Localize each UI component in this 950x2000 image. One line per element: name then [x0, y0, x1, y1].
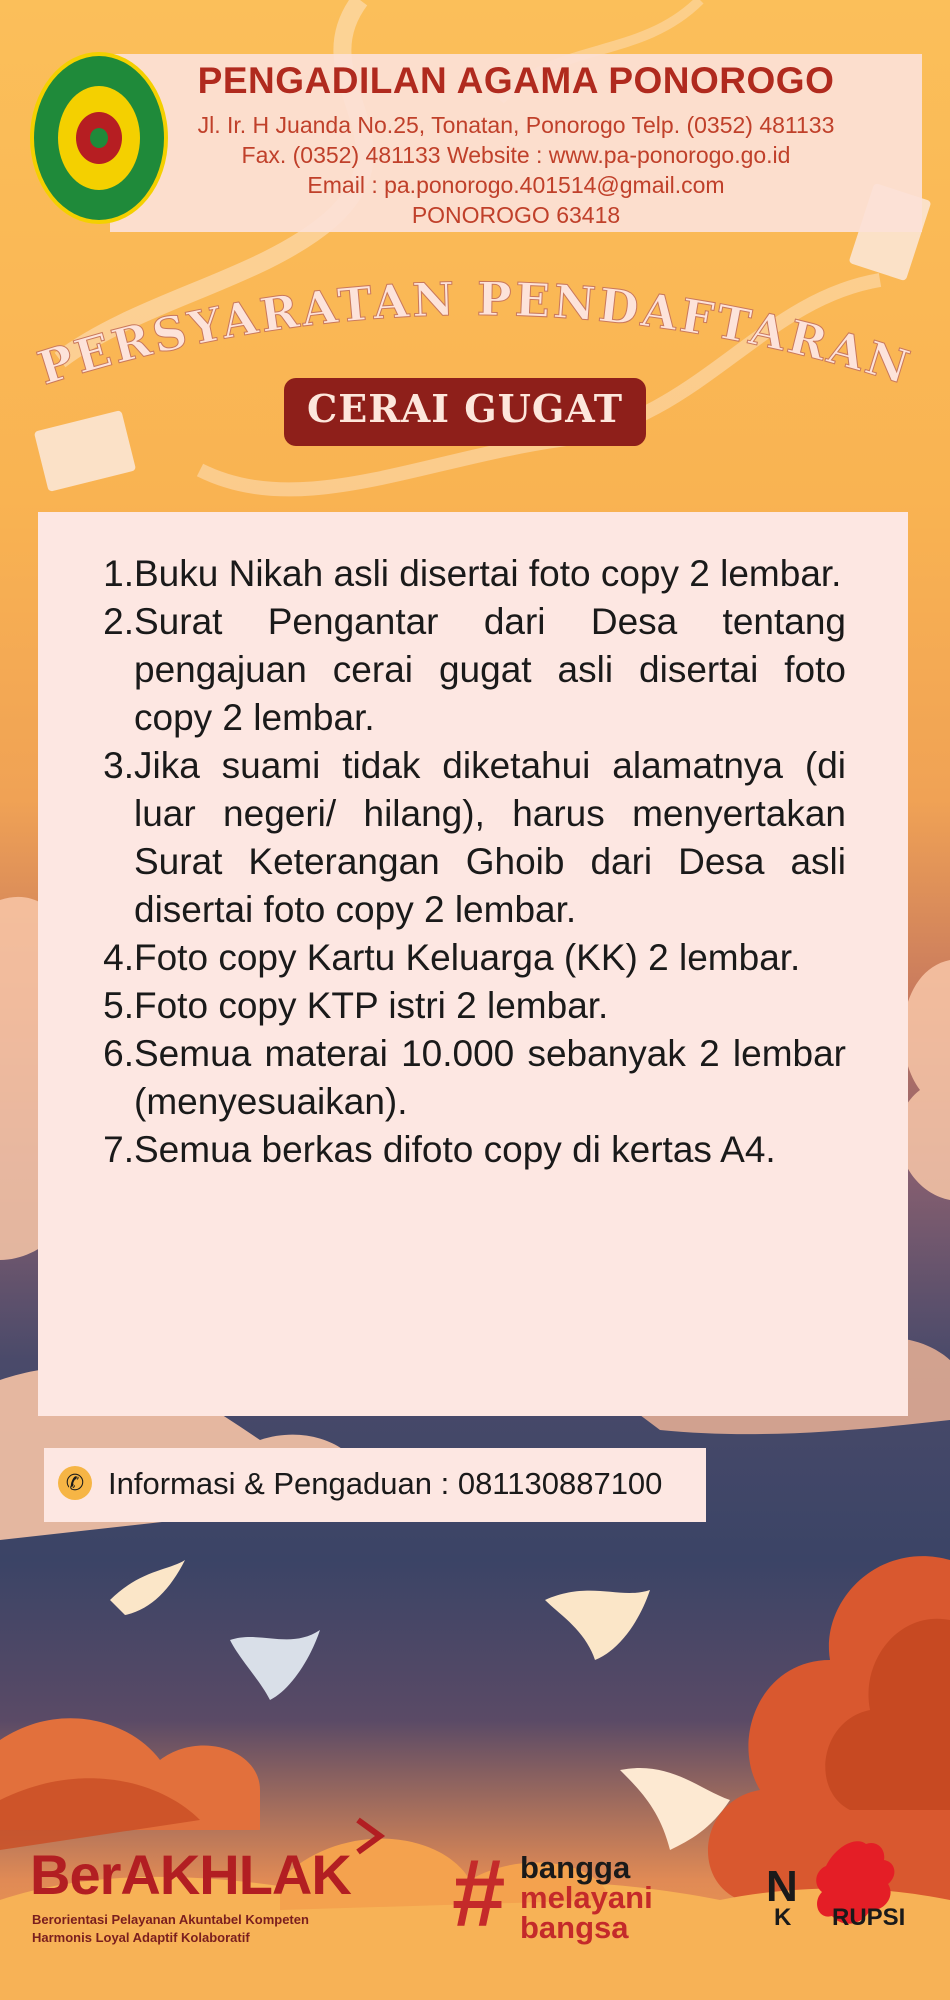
- list-item: 6. Semua materai 10.000 sebanyak 2 lembar (menyesuaikan).: [103, 1033, 846, 1122]
- bangga-hash: #: [452, 1840, 506, 1947]
- bangga-line-3: bangsa: [520, 1910, 629, 1945]
- fax-website-line: Fax. (0352) 481133 Website : www.pa-ponorogo.go.id: [241, 142, 791, 168]
- berakhlak-tagline-2: Harmonis Loyal Adaptif Kolaboratif: [32, 1930, 250, 1945]
- nokorupsi-n: N: [766, 1862, 798, 1911]
- bangga-line-2: melayani: [520, 1880, 653, 1915]
- postal-line: PONOROGO 63418: [411, 202, 621, 228]
- list-item: 2. Surat Pengantar dari Desa tentang pengajuan cerai gugat asli disertai foto copy 2 lembar.: [103, 601, 846, 738]
- phone-icon: ✆: [58, 1466, 92, 1500]
- nokorupsi-rest: RUPSI: [832, 1904, 906, 1931]
- info-text: Informasi & Pengaduan : 081130887100: [108, 1466, 663, 1501]
- list-item: 4. Foto copy Kartu Keluarga (KK) 2 lembar.: [103, 937, 801, 978]
- svg-text:PERSYARATAN PENDAFTARAN: [32, 272, 919, 395]
- email-line: Email : pa.ponorogo.401514@gmail.com: [307, 172, 725, 198]
- requirements-list: [96, 550, 846, 1174]
- address-line: Jl. Ir. H Juanda No.25, Tonatan, Ponorogo Telp. (0352) 481133: [197, 112, 835, 138]
- list-item: 1. Buku Nikah asli disertai foto copy 2 lembar.: [103, 553, 842, 594]
- berakhlak-logo: BerAKHLAK: [30, 1843, 351, 1906]
- list-item: 3. Jika suami tidak diketahui alamatnya (di luar negeri/ hilang), harus menyertakan Surat Keterangan Ghoib dari Desa asli disertai foto copy 2 lembar.: [103, 745, 846, 930]
- nokorupsi-k: K: [774, 1904, 792, 1931]
- list-item: 5. Foto copy KTP istri 2 lembar.: [103, 985, 609, 1026]
- heading-text: PERSYARATAN PENDAFTARAN: [31, 271, 919, 396]
- subheading-text: CERAI GUGAT: [306, 386, 623, 431]
- court-name: PENGADILAN AGAMA PONOROGO: [197, 60, 835, 101]
- berakhlak-tagline-1: Berorientasi Pelayanan Akuntabel Kompeten: [32, 1912, 309, 1927]
- chevron-icon: [350, 1816, 390, 1856]
- bangga-line-1: bangga: [520, 1850, 631, 1885]
- list-item: 7. Semua berkas difoto copy di kertas A4.: [103, 1129, 776, 1170]
